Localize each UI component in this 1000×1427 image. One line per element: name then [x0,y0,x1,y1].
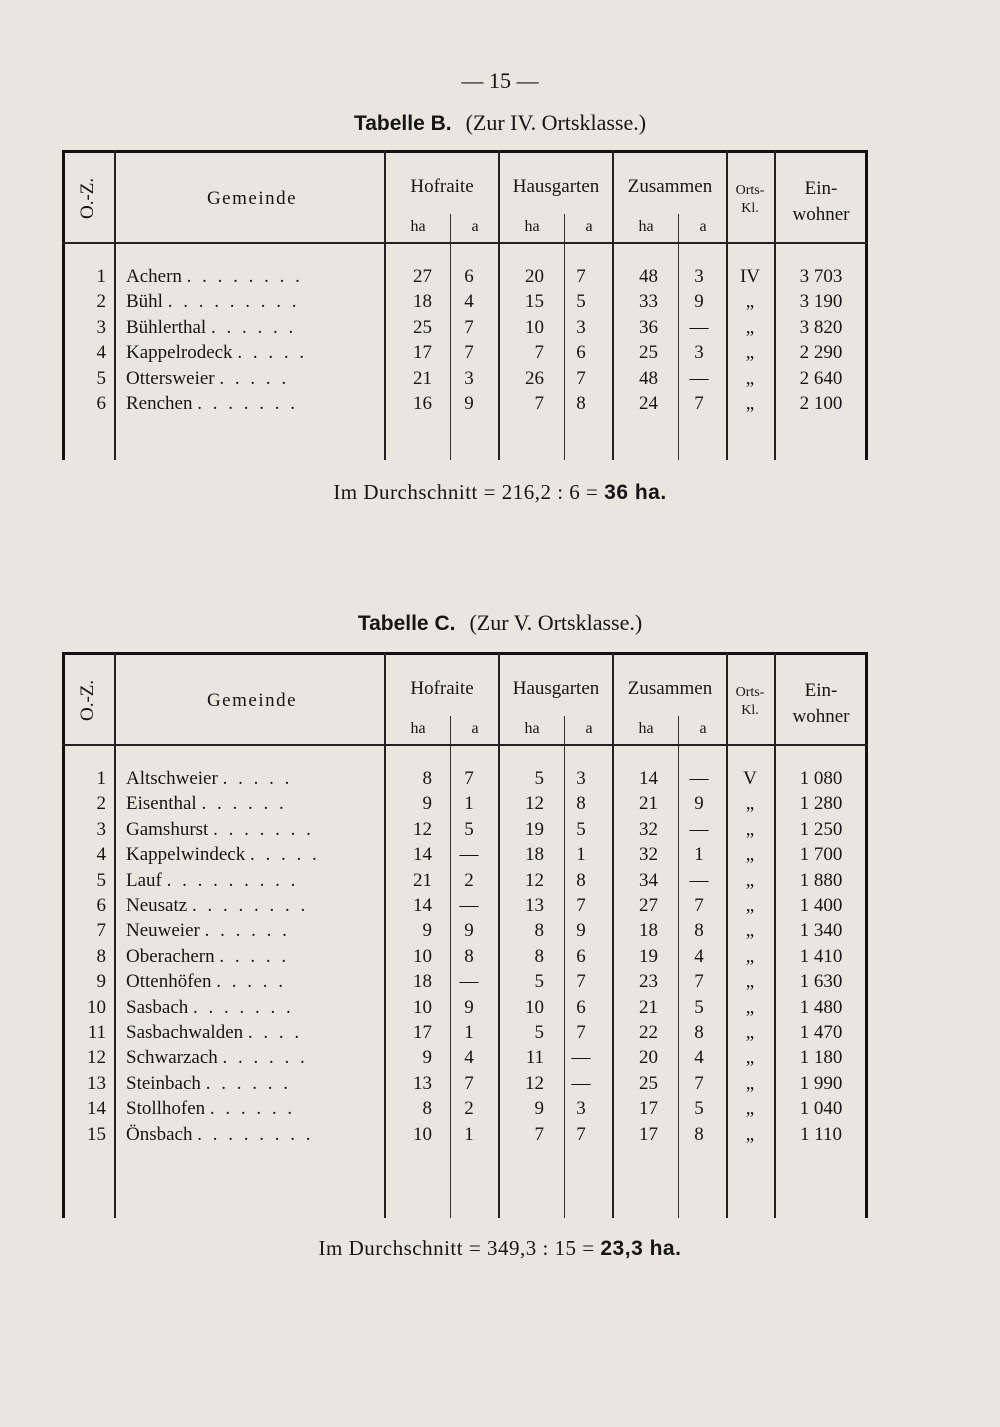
row-hausgarten-ha: 5 [534,1022,544,1043]
table-c-title [0,610,1000,636]
row-number: 9 [96,971,106,993]
row-number: 6 [96,393,106,414]
row-zusammen-ha: 27 [639,895,658,916]
row-einwohner: 1 340 [799,920,843,942]
row-einwohner: 1 630 [799,971,843,993]
row-number: 1 [96,266,106,287]
row-number: 8 [96,945,106,967]
row-hausgarten-a: 1 [576,844,586,866]
table-c-subtitle: (Zur V. Ortsklasse.) [469,610,643,635]
row-einwohner: 3 190 [799,291,843,313]
row-hausgarten-ha: 12 [525,1072,544,1094]
row-zusammen-a: 8 [694,1123,704,1145]
row-einwohner: 1 250 [799,818,843,840]
row-zusammen-a: 5 [694,1098,704,1120]
row-hofraite-a: 2 [464,1098,474,1120]
table-row [62,895,868,920]
row-orts-kl: „ [745,1072,755,1094]
row-gemeinde: Gamshurst . . . . . . . [126,818,314,840]
row-hofraite-a: — [459,844,479,866]
row-einwohner: 1 280 [799,793,843,815]
row-einwohner: 1 990 [799,1072,843,1094]
row-gemeinde: Neuweier . . . . . . [126,920,290,942]
row-hofraite-ha: 10 [413,945,432,967]
table-row [62,342,868,367]
row-hofraite-a: 1 [464,1123,474,1145]
row-orts-kl: „ [745,393,755,414]
header-unit: a [585,218,593,235]
row-zusammen-ha: 17 [639,1098,658,1120]
row-hofraite-a: 6 [464,266,474,287]
row-hausgarten-a: 7 [576,367,586,389]
row-gemeinde: Önsbach . . . . . . . . [126,1123,314,1145]
row-hofraite-a: 3 [464,367,474,389]
header-unit: a [471,218,479,235]
row-gemeinde: Eisenthal . . . . . . [126,793,287,815]
row-hofraite-a: — [459,895,479,916]
row-einwohner: 1 400 [799,895,843,916]
row-orts-kl: „ [745,793,755,815]
row-hofraite-a: 9 [464,920,474,942]
row-gemeinde: Altschweier . . . . . [126,768,293,789]
row-orts-kl: „ [745,844,755,866]
header-zusammen: Zusammen [627,176,713,197]
page-number: — 15 — [461,68,539,93]
row-zusammen-a: 7 [694,971,704,993]
table-row [62,946,868,971]
row-hofraite-a: 7 [464,316,474,338]
header-unit: ha [410,218,426,235]
header-einwohner: Ein- wohner [792,178,850,225]
row-einwohner: 2 640 [799,367,843,389]
row-gemeinde: Oberachern . . . . . [126,945,290,967]
table-row [62,1047,868,1072]
table-row [62,819,868,844]
row-zusammen-ha: 21 [639,996,658,1018]
row-hofraite-ha: 17 [413,1022,432,1043]
row-hofraite-ha: 9 [422,920,432,942]
row-gemeinde: Lauf . . . . . . . . . [126,869,299,891]
table-row [62,793,868,818]
row-hausgarten-ha: 12 [525,793,544,815]
row-gemeinde: Sasbachwalden . . . . [126,1022,303,1043]
row-hausgarten-a: — [571,1072,591,1094]
header-oz: O.-Z. [77,679,98,721]
row-zusammen-a: 9 [694,793,704,815]
row-zusammen-a: — [689,869,709,891]
row-gemeinde: Neusatz . . . . . . . . [126,895,309,916]
row-zusammen-a: — [689,768,709,789]
row-orts-kl: „ [745,1022,755,1043]
row-zusammen-ha: 25 [639,342,658,364]
header-einwohner: Ein- wohner [792,680,850,727]
row-einwohner: 1 700 [799,844,843,866]
table-row [62,870,868,895]
row-zusammen-a: 8 [694,920,704,942]
row-einwohner: 2 290 [799,342,843,364]
row-hofraite-a: 7 [464,768,474,789]
row-orts-kl: V [743,768,757,789]
row-orts-kl: „ [745,920,755,942]
row-gemeinde: Ottenhöfen . . . . . [126,971,286,993]
row-gemeinde: Achern . . . . . . . . [126,266,303,287]
row-hofraite-a: 1 [464,1022,474,1043]
row-einwohner: 1 110 [799,1123,843,1145]
row-hofraite-ha: 21 [413,869,432,891]
row-hofraite-ha: 13 [413,1072,432,1094]
header-hausgarten: Hausgarten [512,176,600,197]
row-zusammen-a: 5 [694,996,704,1018]
row-hausgarten-ha: 13 [525,895,544,916]
row-hofraite-ha: 17 [413,342,432,364]
row-gemeinde: Ottersweier . . . . . [126,367,290,389]
table-row [62,317,868,342]
row-zusammen-ha: 14 [639,768,658,789]
header-unit: a [585,720,593,737]
header-unit: ha [638,720,654,737]
table-row [62,920,868,945]
row-hofraite-ha: 8 [422,1098,432,1120]
row-hofraite-a: 1 [464,793,474,815]
row-hofraite-ha: 14 [413,844,432,866]
row-zusammen-a: 1 [694,844,704,866]
row-zusammen-a: 7 [694,1072,704,1094]
row-hofraite-a: 5 [464,818,474,840]
row-zusammen-ha: 18 [639,920,658,942]
row-gemeinde: Steinbach . . . . . . [126,1072,291,1094]
row-hausgarten-a: 7 [576,971,586,993]
row-hausgarten-a: 9 [576,920,586,942]
row-einwohner: 1 480 [799,996,843,1018]
row-einwohner: 3 703 [799,266,843,287]
row-hofraite-ha: 16 [413,393,432,414]
row-hausgarten-a: 6 [576,996,586,1018]
row-hausgarten-a: 7 [576,266,586,287]
row-number: 10 [87,996,106,1018]
row-einwohner: 1 080 [799,768,843,789]
row-hofraite-a: 4 [464,1047,474,1069]
row-hausgarten-a: 5 [576,291,586,313]
row-hausgarten-ha: 20 [525,266,544,287]
row-gemeinde: Sasbach . . . . . . . [126,996,294,1018]
row-zusammen-ha: 17 [639,1123,658,1145]
row-number: 13 [87,1072,106,1094]
row-gemeinde: Schwarzach . . . . . . [126,1047,308,1069]
row-hausgarten-a: 8 [576,793,586,815]
row-einwohner: 2 100 [799,393,843,414]
header-unit: ha [524,720,540,737]
row-gemeinde: Renchen . . . . . . . [126,393,298,414]
row-hausgarten-ha: 26 [525,367,544,389]
row-einwohner: 1 180 [799,1047,843,1069]
row-zusammen-a: 7 [694,895,704,916]
row-hofraite-ha: 14 [413,895,432,916]
row-orts-kl: „ [745,971,755,993]
row-hofraite-a: 9 [464,393,474,414]
header-unit: ha [524,218,540,235]
row-hausgarten-a: 3 [576,316,586,338]
row-hofraite-a: — [459,971,479,993]
row-zusammen-a: 3 [694,342,704,364]
header-rule [62,242,868,244]
table-row [62,1022,868,1047]
row-zusammen-ha: 33 [639,291,658,313]
row-zusammen-a: — [689,367,709,389]
row-einwohner: 1 470 [799,1022,843,1043]
row-hausgarten-ha: 15 [525,291,544,313]
table-row [62,971,868,996]
row-hausgarten-ha: 10 [525,316,544,338]
header-unit: ha [410,720,426,737]
row-einwohner: 1 880 [799,869,843,891]
row-zusammen-ha: 25 [639,1072,658,1094]
table-c-label: Tabelle C. [357,612,456,635]
row-hofraite-a: 7 [464,342,474,364]
row-hausgarten-a: 6 [576,945,586,967]
row-zusammen-a: 4 [694,1047,704,1069]
row-hofraite-ha: 9 [422,1047,432,1069]
row-number: 12 [87,1047,106,1069]
row-hausgarten-a: — [571,1047,591,1069]
row-number: 3 [96,316,106,338]
row-hausgarten-ha: 7 [534,342,544,364]
row-gemeinde: Stollhofen . . . . . . [126,1098,296,1120]
row-orts-kl: „ [745,818,755,840]
row-hofraite-a: 8 [464,945,474,967]
row-zusammen-ha: 32 [639,818,658,840]
row-hofraite-ha: 18 [413,971,432,993]
row-gemeinde: Kappelrodeck . . . . . [126,342,308,364]
table-b-title [0,110,1000,136]
row-zusammen-ha: 21 [639,793,658,815]
row-orts-kl: „ [745,367,755,389]
header-zusammen: Zusammen [627,678,713,699]
row-orts-kl: „ [745,996,755,1018]
table-top-rule [62,150,868,153]
row-orts-kl: „ [745,945,755,967]
row-orts-kl: „ [745,342,755,364]
row-hofraite-ha: 27 [413,266,432,287]
row-hausgarten-ha: 5 [534,971,544,993]
table-b-label: Tabelle B. [353,112,452,135]
row-hofraite-ha: 10 [413,1123,432,1145]
row-number: 2 [96,291,106,313]
table-row [62,1098,868,1123]
row-hofraite-ha: 8 [422,768,432,789]
header-unit: ha [638,218,654,235]
row-zusammen-a: — [689,818,709,840]
row-hausgarten-a: 3 [576,768,586,789]
row-zusammen-a: 3 [694,266,704,287]
table-c-average-text: Im Durchschnitt = 349,3 : 15 = [318,1236,601,1260]
row-number: 15 [87,1123,106,1145]
table-top-rule [62,652,868,655]
header-rule [62,744,868,746]
row-number: 5 [96,869,106,891]
row-gemeinde: Bühlerthal . . . . . . [126,316,297,338]
header-gemeinde: Gemeinde [206,690,298,711]
row-orts-kl: „ [745,291,755,313]
table-b-average [0,480,1000,505]
row-zusammen-ha: 24 [639,393,658,414]
row-orts-kl: „ [745,1047,755,1069]
row-orts-kl: „ [745,1123,755,1145]
table-c [62,652,868,1218]
row-zusammen-a: 8 [694,1022,704,1043]
row-zusammen-ha: 48 [639,266,658,287]
row-zusammen-a: — [689,316,709,338]
table-row [62,768,868,793]
row-hausgarten-a: 8 [576,869,586,891]
row-number: 3 [96,818,106,840]
row-number: 4 [96,844,106,866]
row-hausgarten-a: 7 [576,1123,586,1145]
row-orts-kl: IV [739,266,761,287]
row-zusammen-ha: 20 [639,1047,658,1069]
row-hausgarten-ha: 7 [534,1123,544,1145]
row-hofraite-a: 9 [464,996,474,1018]
header-unit: a [699,218,707,235]
table-row [62,393,868,418]
header-orts-kl: Orts- Kl. [735,685,765,718]
row-hausgarten-ha: 8 [534,945,544,967]
row-hofraite-ha: 18 [413,291,432,313]
header-orts-kl: Orts- Kl. [735,183,765,216]
table-row [62,266,868,291]
row-hausgarten-a: 7 [576,895,586,916]
row-hausgarten-a: 3 [576,1098,586,1120]
row-number: 1 [96,768,106,789]
table-b-average-result: 36 ha. [604,481,667,504]
row-hausgarten-a: 8 [576,393,586,414]
table-b-average-text: Im Durchschnitt = 216,2 : 6 = [333,480,605,504]
row-zusammen-ha: 32 [639,844,658,866]
table-row [62,291,868,316]
row-hofraite-a: 2 [464,869,474,891]
header-unit: a [471,720,479,737]
row-gemeinde: Kappelwindeck . . . . . [126,844,320,866]
row-hausgarten-ha: 10 [525,996,544,1018]
row-hausgarten-a: 5 [576,818,586,840]
table-row [62,1073,868,1098]
row-zusammen-a: 4 [694,945,704,967]
row-orts-kl: „ [745,1098,755,1120]
row-number: 2 [96,793,106,815]
row-zusammen-ha: 23 [639,971,658,993]
row-orts-kl: „ [745,895,755,916]
table-row [62,368,868,393]
row-hausgarten-ha: 7 [534,393,544,414]
table-b-subtitle: (Zur IV. Ortsklasse.) [465,110,647,135]
row-hofraite-ha: 12 [413,818,432,840]
row-einwohner: 3 820 [799,316,843,338]
row-hofraite-ha: 10 [413,996,432,1018]
row-hofraite-ha: 25 [413,316,432,338]
row-hausgarten-a: 7 [576,1022,586,1043]
row-hausgarten-a: 6 [576,342,586,364]
row-hausgarten-ha: 18 [525,844,544,866]
table-row [62,844,868,869]
row-gemeinde: Bühl . . . . . . . . . [126,291,300,313]
row-zusammen-ha: 34 [639,869,658,891]
row-hofraite-a: 7 [464,1072,474,1094]
row-zusammen-ha: 22 [639,1022,658,1043]
row-hofraite-ha: 9 [422,793,432,815]
row-orts-kl: „ [745,316,755,338]
row-zusammen-a: 7 [694,393,704,414]
header-unit: a [699,720,707,737]
row-number: 4 [96,342,106,364]
row-hausgarten-ha: 5 [534,768,544,789]
row-hausgarten-ha: 19 [525,818,544,840]
row-hausgarten-ha: 9 [534,1098,544,1120]
header-hausgarten: Hausgarten [512,678,600,699]
header-oz: O.-Z. [77,177,98,219]
row-zusammen-a: 9 [694,291,704,313]
row-zusammen-ha: 48 [639,367,658,389]
row-orts-kl: „ [745,869,755,891]
table-c-average [0,1236,1000,1261]
header-gemeinde: Gemeinde [206,188,298,209]
row-einwohner: 1 040 [799,1098,843,1120]
row-number: 6 [96,895,106,916]
table-row [62,997,868,1022]
row-zusammen-ha: 19 [639,945,658,967]
header-hofraite: Hofraite [410,678,474,699]
row-hofraite-a: 4 [464,291,474,313]
row-einwohner: 1 410 [799,945,843,967]
row-hausgarten-ha: 8 [534,920,544,942]
header-hofraite: Hofraite [410,176,474,197]
row-zusammen-ha: 36 [639,316,658,338]
row-number: 7 [96,920,106,942]
table-c-average-result: 23,3 ha. [600,1237,682,1260]
row-number: 5 [96,367,106,389]
row-hausgarten-ha: 11 [525,1047,544,1069]
row-number: 11 [87,1022,106,1043]
row-hofraite-ha: 21 [413,367,432,389]
row-number: 14 [87,1098,106,1120]
row-hausgarten-ha: 12 [525,869,544,891]
table-row [62,1124,868,1149]
table-b [62,150,868,460]
